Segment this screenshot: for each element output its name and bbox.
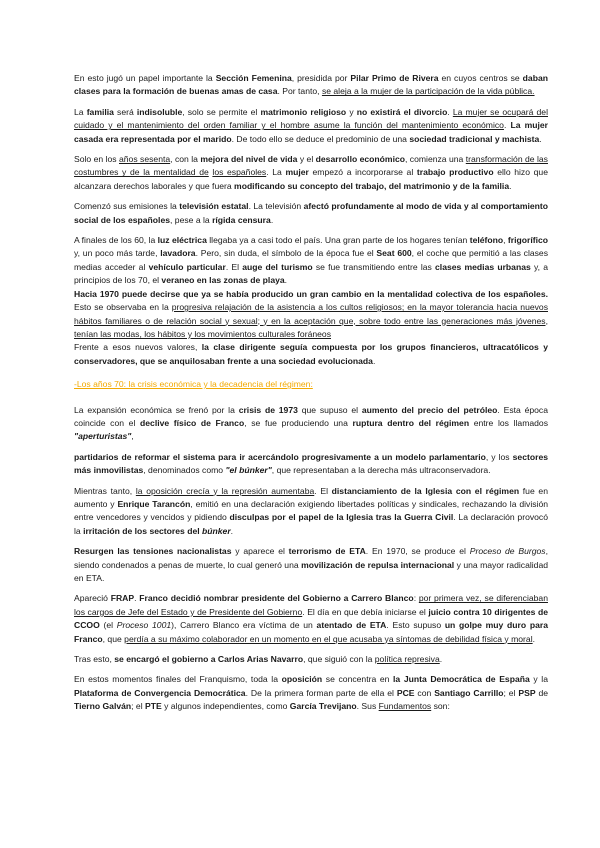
text-run: progresiva relajación de la asistencia a los cultos religiosos; en la mayor tolerancia hacia nuevos hábitos familiares o de relación social y sexual; y en la aceptación que, sobre todo entre las generaciones más jóvenes, tenían las modas, los hábitos y los movimientos culturales foráneos [74,302,548,339]
text-run: disculpas por el papel de la Iglesia tras la Guerra Civil [229,512,454,523]
text-run: se concentra en [322,674,394,685]
text-run: . El [314,485,332,496]
text-run: irritación de los sectores del [83,525,203,536]
text-run: y, un poco más tarde, [74,248,161,259]
text-run: son: [431,701,450,712]
text-run: . Sus [356,701,379,712]
text-run: ; el [503,687,519,698]
text-run: sectores más inmovilistas [74,451,549,476]
text-run: Proceso de Burgos [469,546,546,557]
text-run: en cuyos centros se [438,73,523,83]
text-run: atentado de ETA [316,620,387,631]
text-run: mejora del nivel de vida [200,154,298,165]
paragraph-p6 [74,288,548,342]
text-run: , [131,431,134,442]
paragraph-p10 [74,485,548,539]
text-run: , pese a la [170,214,213,225]
text-run: distanciamiento de la Iglesia con el régimen [331,485,520,496]
text-run: la oposición crecía y la represión aumentaba [135,485,315,496]
text-run: crisis de 1973 [238,404,298,415]
text-run: empezó a incorporarse al [308,167,417,178]
text-run: que supuso el [297,404,362,415]
text-run: FRAP [110,593,135,604]
text-run: PTE [145,701,162,712]
text-run: y algunos independientes, como [161,701,290,712]
text-run: y [346,106,357,117]
text-run: modificando su concepto del trabajo, del matrimonio y de la familia [234,180,510,191]
paragraph-p4 [74,200,548,227]
text-run: , que [102,633,125,644]
text-run: , denominados como [143,465,226,476]
text-run: será [113,106,137,117]
text-run: La mujer casada era representada por el marido [74,120,548,144]
text-run: . [539,133,542,144]
text-run: la clase dirigente seguía compuesta por los grupos financieros, ultracatólicos y conservadores, que se anquilosaban frente a una sociedad evolucionada [74,342,549,366]
text-run: mujer [285,167,309,178]
document-body-top [74,72,548,368]
text-run: . [439,654,443,665]
text-run: , emitió en una declaración exigiendo libertades políticas y sindicales, rechazando la división entre vencedores y vencidos y pidiendo [74,498,549,523]
text-run: . [284,275,288,286]
text-run: perdía a su máximo colaborador en un momento en el que acusaba ya síntomas de debilidad física y moral [124,633,533,644]
text-run: García Trevijano [289,701,357,712]
text-run: indisoluble [136,106,183,117]
text-run: se fue transmitiendo entre las [312,261,436,272]
text-run: Enrique Tarancón [117,498,191,509]
text-run: , que representaban a la derecha más ultraconservadora. [271,465,491,476]
paragraph-p14 [74,673,548,713]
text-run: Esto se observaba en la [74,302,172,313]
text-run: Solo en los [74,154,119,165]
text-run: "aperturistas" [74,431,132,442]
paragraph-p2 [74,106,548,146]
text-run: En esto jugó un papel importante la [74,73,216,83]
text-run: PSP [518,687,536,698]
text-run: : [413,593,419,604]
text-run: clases medias urbanas [435,261,531,272]
text-run: aumento del precio del petróleo [361,404,498,415]
text-run: años sesenta [119,154,171,165]
text-run: . Esto supuso [386,620,445,631]
text-run: llegaba ya a casi todo el país. Una gran parte de los hogares tenían [206,235,470,246]
text-run: Seat 600 [376,248,412,259]
text-run: . [532,633,535,644]
text-run: PCE [396,687,415,698]
text-run: no existirá el divorcio [356,106,448,117]
text-run: un golpe muy duro para Franco [74,620,548,644]
text-run: afectó profundamente al modo de vida y al comportamiento social de los españoles [74,201,549,225]
text-run: Tierno Galván [74,701,132,712]
text-run: auge del turismo [242,261,313,272]
text-run: . El día en que debía iniciarse el [302,606,429,617]
paragraph-p9 [74,451,548,478]
text-run: y, a principios de los 70, el [74,261,548,286]
text-run: Plataforma de Convergencia Democrática [74,687,246,698]
text-run: La expansión económica se frenó por la [74,404,239,415]
text-run: . [447,106,453,117]
paragraph-p12 [74,592,548,646]
text-run: búnker [202,525,231,536]
text-run: La [74,106,87,117]
paragraph-p11 [74,545,548,585]
text-run: . La [266,167,286,178]
paragraph-p7 [74,341,548,368]
text-run: Mientras tanto, [74,485,136,496]
text-run: matrimonio religioso [260,106,347,117]
text-run: Pilar Primo de Rivera [350,73,439,83]
text-run: Santiago Carrillo [434,687,504,698]
text-run: . [270,214,274,225]
text-run: . [134,593,140,604]
text-run: sociedad tradicional y machista [409,133,540,144]
text-run: y el [297,154,316,165]
text-run: y una mayor radicalidad en ETA. [74,559,549,583]
text-run: , comienza una [405,154,466,165]
text-run: . De la primera forman parte de ella el [245,687,397,698]
text-run: ; el [131,701,146,712]
text-run: transformación de las costumbres y de la mentalidad de [74,154,548,178]
text-run: , el coche que permitió a las clases medias acceder al [74,248,549,272]
text-run: trabajo productivo [416,167,494,178]
section-heading: -Los años 70: la crisis económica y la decadencia del régimen: [74,379,313,390]
text-run: con [414,687,435,698]
text-run: televisión estatal [179,201,249,212]
text-run: , [503,235,508,246]
text-run: . [230,525,234,536]
text-run: "el búnker" [225,465,272,476]
text-run: ), Carrero Blanco era víctima de un [171,620,317,631]
text-run: entre los llamados [469,417,548,428]
text-run: Franco decidió nombrar presidente del Gobierno a Carrero Blanco [139,593,414,604]
text-run: declive físico de Franco [140,417,245,428]
paragraph-p1 [74,72,548,99]
text-run: . De todo ello se deduce el predominio de una [231,133,410,144]
text-run: partidarios de reformar el sistema para ir acercándolo progresivamente a un modelo parlamentario [74,451,486,462]
text-run: La mujer se ocupará del cuidado y el mantenimiento del orden familiar y el hombre asume la función del mantenimiento económico [74,106,548,131]
text-run: . El [225,261,243,272]
text-run: terrorismo de ETA [288,546,366,557]
paragraph-p5 [74,234,548,288]
text-run: Sección Femenina [215,73,292,83]
text-run: Hacia 1970 puede decirse que ya se había producido un gran cambio en la mentalidad colectiva de los españoles. [74,288,548,299]
paragraph-p3 [74,153,548,193]
text-run: Frente a esos nuevos valores, [74,342,202,353]
text-run: luz eléctrica [157,235,207,246]
text-run: política represiva [374,654,440,665]
text-run: . La televisión [248,201,304,212]
text-run: , siendo condenados a penas de muerte, lo cual generó una [74,546,548,570]
paragraph-p13 [74,653,548,666]
text-run: . Pero, sin duda, el símbolo de la época fue el [195,248,377,259]
text-run: ruptura dentro del régimen [352,417,470,428]
text-run: de [535,687,549,698]
text-run: rígida censura [212,214,271,225]
text-run: . En 1970, se produce el [365,546,470,557]
text-run: y aparece el [231,546,289,557]
text-run: y la [529,674,548,685]
text-run: frigorífico [507,235,549,246]
text-run: , y los [485,451,513,462]
paragraph-p8 [74,404,548,444]
text-run: fue en aumento y [74,485,548,509]
text-run: familia [86,106,114,117]
text-run: , con la [170,154,201,165]
text-run: por primera vez, se diferenciaban los cargos de Jefe del Estado y de Presidente del Gobierno [74,593,548,617]
text-run: (el [99,620,117,631]
text-run: . [509,180,512,191]
text-run: la Junta Democrática de España [393,674,530,685]
text-run: se encargó el gobierno a Carlos Arias Navarro [114,654,304,665]
text-run: Proceso 1001 [116,620,172,631]
text-run: En estos momentos finales del Franquismo, toda la [74,674,282,685]
text-run: Resurgen las tensiones nacionalistas [74,546,232,557]
text-run: desarrollo económico [315,154,405,165]
text-run: . Esta época coincide con el [74,404,549,428]
text-run: , presidida por [291,73,351,83]
text-run: veraneo en las zonas de playa [161,275,285,286]
text-run: se aleja a la mujer de la participación de la vida pública. [321,86,535,97]
text-run: . [372,355,376,366]
text-run: oposición [281,674,323,685]
text-run: movilización de repulsa internacional [301,559,455,570]
text-run: lavadora [160,248,196,259]
text-run: , que siguió con la [303,654,375,665]
text-run: . Por tanto, [277,86,322,97]
text-run: . [503,120,511,131]
text-run: vehículo particular [148,261,226,272]
text-run: Apareció [74,593,111,604]
text-run: los españoles [212,167,267,178]
text-run: juicio contra 10 dirigentes de CCOO [74,606,548,631]
text-run: , se fue produciendo una [244,417,353,428]
text-run: Comenzó sus emisiones la [74,201,180,212]
document-body-bottom [74,404,548,714]
text-run: . La declaración provocó la [74,512,549,536]
text-run: Fundamentos [378,701,432,712]
text-run: ello hizo que alcanzara derechos laborales y que fuera [74,167,548,191]
text-run: daban clases para la formación de buenas amas de casa [74,73,548,97]
text-run: A finales de los 60, la [74,235,158,246]
text-run: teléfono [469,235,504,246]
text-run: Tras esto, [74,654,115,665]
text-run: , solo se permite el [182,106,261,117]
